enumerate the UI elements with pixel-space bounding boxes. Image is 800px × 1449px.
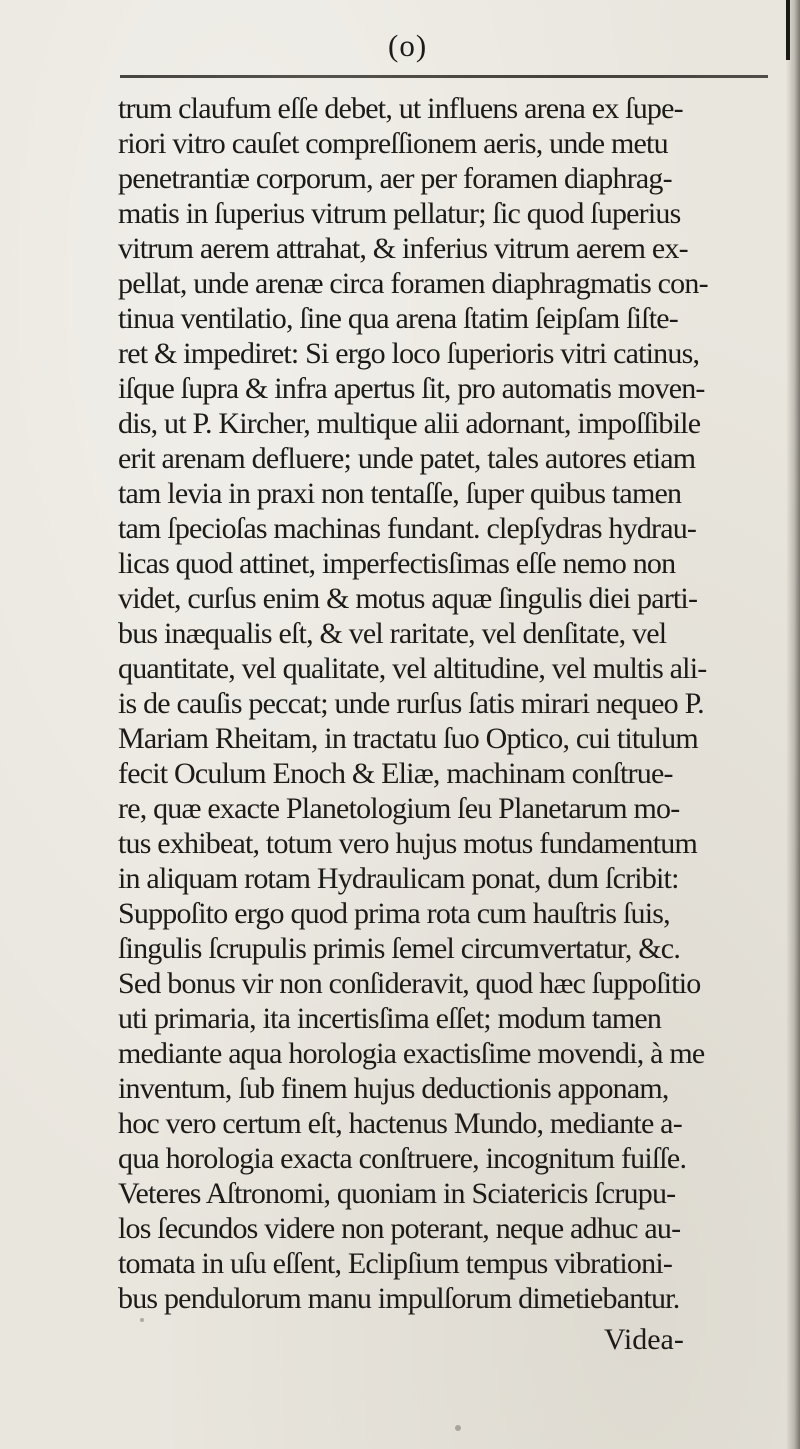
text-line: videt, curſus enim & motus aquæ ſingulis diei parti-: [118, 582, 698, 615]
header-rule: [120, 75, 768, 78]
text-line: bus inæqualis eſt, & vel raritate, vel denſitate, vel: [118, 617, 667, 650]
text-line: pellat, unde arenæ circa foramen diaphragmatis con-: [118, 267, 708, 300]
text-line: inventum, ſub finem hujus deductionis apponam,: [118, 1072, 669, 1105]
page-edge-shadow: [786, 0, 800, 1449]
text-line: Suppoſito ergo quod prima rota cum hauſtris ſuis,: [118, 897, 670, 930]
text-line: bus pendulorum manu impulſorum dimetiebantur.: [118, 1282, 680, 1315]
paper-spot: [140, 1318, 144, 1322]
text-line: mediante aqua horologia exactisſime movendi, à me: [118, 1037, 705, 1070]
text-line: tus exhibeat, totum vero hujus motus fundamentum: [118, 827, 698, 860]
text-line: ſingulis ſcrupulis primis ſemel circumvertatur, &c.: [118, 932, 681, 965]
text-line: tam ſpecioſas machinas fundant. clepſydras hydrau-: [118, 512, 697, 545]
text-line: penetrantiæ corporum, aer per foramen diaphrag-: [118, 162, 672, 195]
text-line: re, quæ exacte Planetologium ſeu Planetarum mo-: [118, 792, 680, 825]
text-line: Sed bonus vir non conſideravit, quod hæc ſuppoſitio: [118, 967, 701, 1000]
page-number: (o): [388, 28, 428, 63]
text-line: tinua ventilatio, ſine qua arena ſtatim ſeipſam ſiſte-: [118, 302, 678, 335]
text-line: tam levia in praxi non tentaſſe, ſuper quibus tamen: [118, 477, 682, 510]
text-line: licas quod attinet, imperfectisſimas eſſe nemo non: [118, 547, 676, 580]
text-line: fecit Oculum Enoch & Eliæ, machinam conſtrue-: [118, 757, 673, 790]
text-line: is de cauſis peccat; unde rurſus ſatis mirari nequeo P.: [118, 687, 704, 720]
text-line: quantitate, vel qualitate, vel altitudine, vel multis ali-: [118, 652, 707, 685]
text-line: iſque ſupra & infra apertus ſit, pro automatis moven-: [118, 372, 705, 405]
text-line: hoc vero certum eſt, hactenus Mundo, mediante a-: [118, 1107, 682, 1140]
text-line: Mariam Rheitam, in tractatu ſuo Optico, cui titulum: [118, 722, 698, 755]
text-line: trum claufum eſſe debet, ut influens arena ex ſupe-: [118, 92, 683, 125]
text-line: uti primaria, ita incertisſima eſſet; modum tamen: [118, 1002, 662, 1035]
text-line: in aliquam rotam Hydraulicam ponat, dum ſcribit:: [118, 862, 679, 895]
text-line: los ſecundos videre non poterant, neque adhuc au-: [118, 1212, 681, 1245]
text-line: riori vitro cauſet compreſſionem aeris, unde metu: [118, 127, 668, 160]
text-line: vitrum aerem attrahat, & inferius vitrum aerem ex-: [118, 232, 688, 265]
binding-mark: [786, 0, 790, 60]
text-line: dis, ut P. Kircher, multique alii adornant, impoſſibile: [118, 407, 701, 440]
text-line: ret & impediret: Si ergo loco ſuperioris vitri catinus,: [118, 337, 700, 370]
text-line: tomata in uſu eſſent, Eclipſium tempus vibrationi-: [118, 1247, 673, 1280]
text-line: Veteres Aſtronomi, quoniam in Sciatericis ſcrupu-: [118, 1177, 676, 1210]
text-line: qua horologia exacta conſtruere, incognitum fuiſſe.: [118, 1142, 687, 1175]
paper-spot: [455, 1425, 461, 1431]
catchword: Videa-: [604, 1323, 684, 1356]
text-line: matis in ſuperius vitrum pellatur; ſic quod ſuperius: [118, 197, 681, 230]
text-line: erit arenam defluere; unde patet, tales autores etiam: [118, 442, 696, 475]
